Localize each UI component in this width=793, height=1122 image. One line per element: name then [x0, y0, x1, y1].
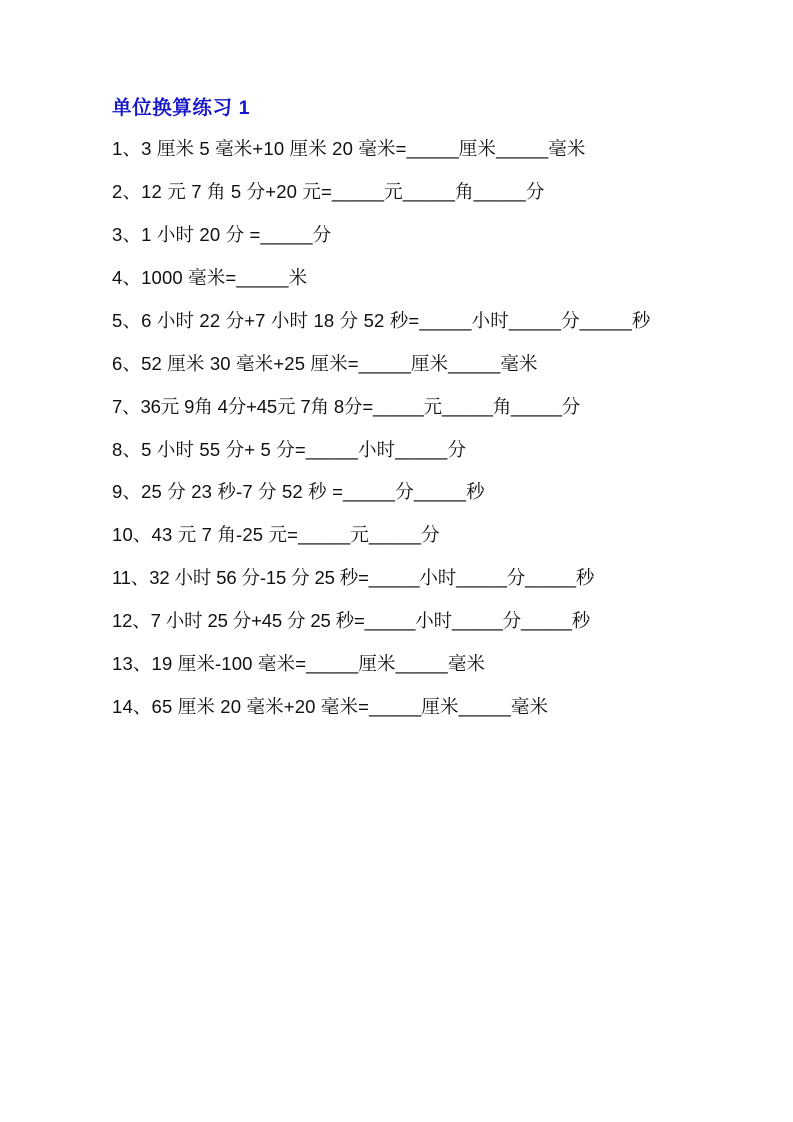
problem-item: 9、25 分 23 秒-7 分 52 秒 =_____分_____秒 [112, 481, 485, 503]
problem-item: 4、1000 毫米=_____米 [112, 266, 308, 288]
page-title: 单位换算练习 1 [112, 97, 251, 119]
problem-item: 5、6 小时 22 分+7 小时 18 分 52 秒=_____小时_____分_____秒 [112, 309, 651, 331]
problem-item: 1、3 厘米 5 毫米+10 厘米 20 毫米=_____厘米_____毫米 [112, 137, 586, 159]
problem-item: 8、5 小时 55 分+ 5 分=_____小时_____分 [112, 438, 467, 460]
problem-item: 2、12 元 7 角 5 分+20 元=_____元_____角_____分 [112, 180, 545, 202]
problem-item: 14、65 厘米 20 毫米+20 毫米=_____厘米_____毫米 [112, 696, 549, 718]
problem-item: 11、32 小时 56 分-15 分 25 秒=_____小时_____分_____秒 [112, 567, 595, 589]
problem-item: 12、7 小时 25 分+45 分 25 秒=_____小时_____分_____秒 [112, 610, 591, 632]
problem-list [112, 134, 682, 723]
problem-item: 6、52 厘米 30 毫米+25 厘米=_____厘米_____毫米 [112, 352, 538, 374]
document-body [112, 96, 682, 722]
problem-item: 10、43 元 7 角-25 元=_____元_____分 [112, 524, 440, 546]
problem-item: 7、36元 9角 4分+45元 7角 8分=_____元_____角_____分 [112, 395, 581, 417]
problem-item: 3、1 小时 20 分 =_____分 [112, 223, 332, 245]
problem-item: 13、19 厘米-100 毫米=_____厘米_____毫米 [112, 653, 486, 675]
